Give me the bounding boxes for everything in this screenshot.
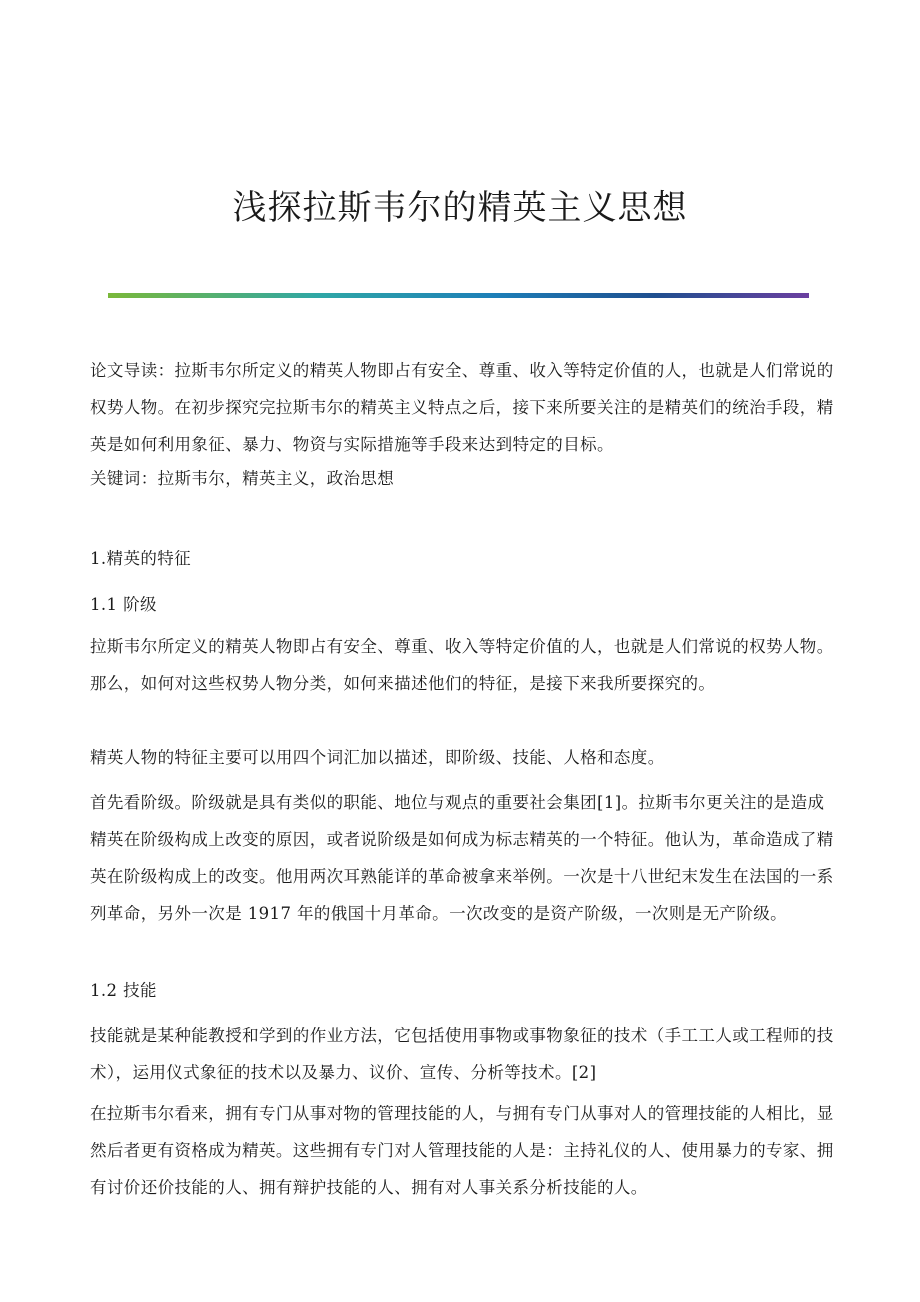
body-paragraph-5: 在拉斯韦尔看来，拥有专门从事对物的管理技能的人，与拥有专门从事对人的管理技能的人相比，显然后者更有资格成为精英。这些拥有专门对人管理技能的人是：主持礼仪的人、使用暴力的专家、拥有讨价还价技能的人、拥有辩护技能的人、拥有对人事关系分析技能的人。 — [90, 1104, 834, 1197]
body-paragraph-4: 技能就是某种能教授和学到的作业方法，它包括使用事物或事物象征的技术（手工工人或工程师的技术），运用仪式象征的技术以及暴力、议价、宣传、分析等技术。[2] — [90, 1026, 834, 1082]
keywords-line: 关键词：拉斯韦尔，精英主义，政治思想 — [90, 469, 395, 488]
section-heading-1-2: 1.2 技能 — [90, 981, 157, 1000]
document-title: 浅探拉斯韦尔的精英主义思想 — [232, 188, 688, 228]
body-paragraph-2: 精英人物的特征主要可以用四个词汇加以描述，即阶级、技能、人格和态度。 — [90, 748, 665, 767]
body-paragraph-3: 首先看阶级。阶级就是具有类似的职能、地位与观点的重要社会集团[1]。拉斯韦尔更关注的是造成精英在阶级构成上改变的原因，或者说阶级是如何成为标志精英的一个特征。他认为，革命造成了精英在阶级构成上的改变。他用两次耳熟能详的革命被拿来举例。一次是十八世纪末发生在法国的一系列革命，另外一次是 1917 年的俄国十月革命。一次改变的是资产阶级，一次则是无产阶级。 — [90, 793, 834, 923]
abstract-paragraph: 论文导读：拉斯韦尔所定义的精英人物即占有安全、尊重、收入等特定价值的人，也就是人们常说的权势人物。在初步探究完拉斯韦尔的精英主义特点之后，接下来所要关注的是精英们的统治手段，精英是如何利用象征、暴力、物资与实际措施等手段来达到特定的目标。 — [90, 361, 834, 454]
section-heading-1: 1.精英的特征 — [90, 549, 192, 568]
body-paragraph-1: 拉斯韦尔所定义的精英人物即占有安全、尊重、收入等特定价值的人，也就是人们常说的权势人物。那么，如何对这些权势人物分类，如何来描述他们的特征，是接下来我所要探究的。 — [90, 637, 834, 693]
title-divider — [108, 293, 809, 298]
section-heading-1-1: 1.1 阶级 — [90, 595, 157, 614]
